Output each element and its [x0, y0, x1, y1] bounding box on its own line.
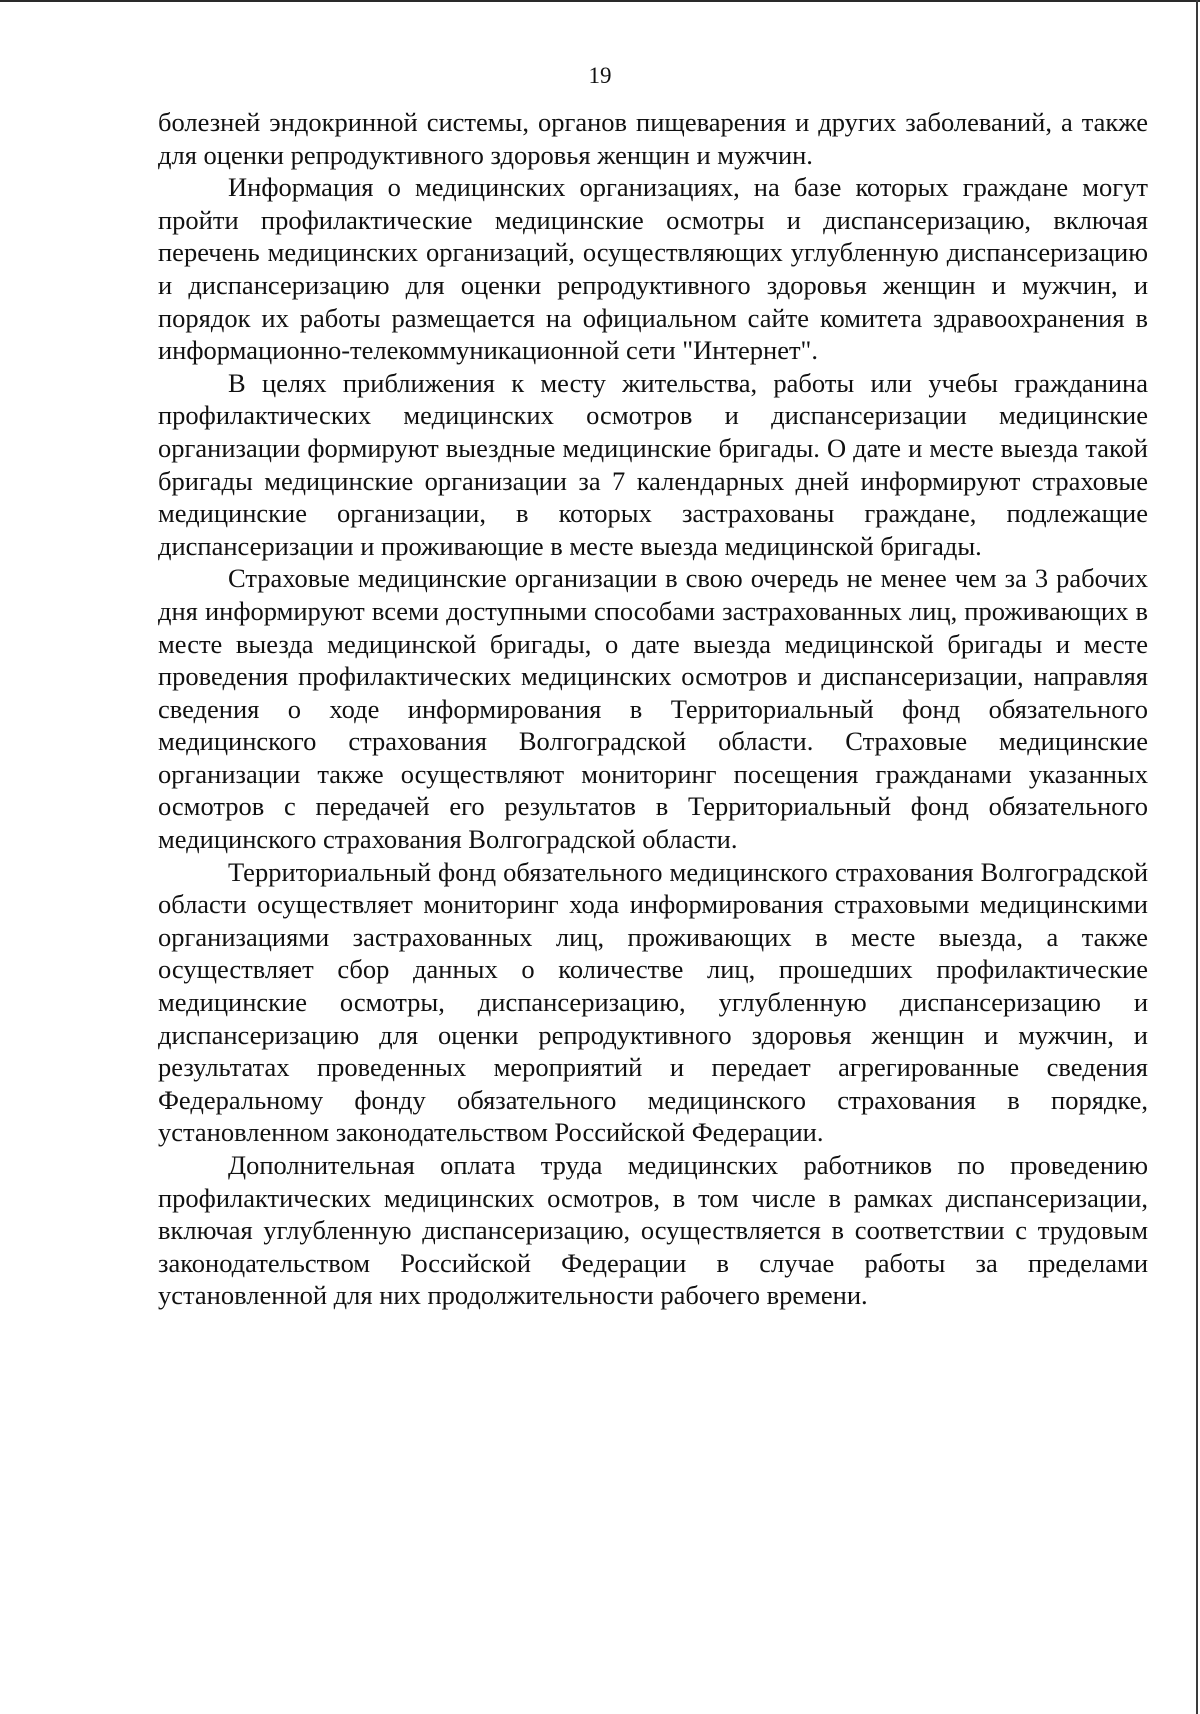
scan-edge-top — [0, 0, 1200, 2]
paragraph: Территориальный фонд обязательного медицинского страхования Волгоградской области осуществляет мониторинг хода информирования страховыми медицинскими организациями застрахованных лиц, проживающих в месте выезда, а также осуществляет сбор данных о количестве лиц, прошедших профилактические медицинские осмотры, диспансеризацию, углубленную диспансеризацию и диспансеризацию для оценки репродуктивного здоровья женщин и мужчин, и результатах проведенных мероприятий и передает агрегированные сведения Федеральному фонду обязательного медицинского страхования в порядке, установленном законодательством Российской Федерации. — [158, 856, 1148, 1148]
paragraph: Дополнительная оплата труда медицинских работников по проведению профилактических медицинских осмотров, в том числе в рамках диспансеризации, включая углубленную диспансеризацию, осуществляется в соответствии с трудовым законодательством Российской Федерации в случае работы за пределами установленной для них продолжительности рабочего времени. — [158, 1150, 1148, 1311]
paragraph-continuation: болезней эндокринной системы, органов пищеварения и других заболеваний, а также для оценки репродуктивного здоровья женщин и мужчин. — [158, 107, 1148, 170]
scan-edge-right — [1196, 0, 1198, 1714]
paragraph: Страховые медицинские организации в свою очередь не менее чем за 3 рабочих дня информируют всеми доступными способами застрахованных лиц, проживающих в месте выезда медицинской бригады, о дате выезда медицинской бригады и месте проведения профилактических медицинских осмотров и диспансеризации, направляя сведения о ходе информирования в Территориальный фонд обязательного медицинского страхования Волгоградской области. Страховые медицинские организации также осуществляют мониторинг посещения гражданами указанных осмотров с передачей его результатов в Территориальный фонд обязательного медицинского страхования Волгоградской области. — [158, 563, 1148, 855]
paragraph: Информация о медицинских организациях, на базе которых граждане могут пройти профилактические медицинские осмотры и диспансеризацию, включая перечень медицинских организаций, осуществляющих углубленную диспансеризацию и диспансеризацию для оценки репродуктивного здоровья женщин и мужчин, и порядок их работы размещается на официальном сайте комитета здравоохранения в информационно-телекоммуникационной сети "Интернет". — [158, 172, 1148, 366]
document-body — [158, 106, 1148, 1312]
paragraph: В целях приближения к месту жительства, работы или учебы гражданина профилактических медицинских осмотров и диспансеризации медицинские организации формируют выездные медицинские бригады. О дате и месте выезда такой бригады медицинские организации за 7 календарных дней информируют страховые медицинские организации, в которых застрахованы граждане, подлежащие диспансеризации и проживающие в месте выезда медицинской бригады. — [158, 367, 1148, 561]
page-number: 19 — [588, 63, 612, 88]
